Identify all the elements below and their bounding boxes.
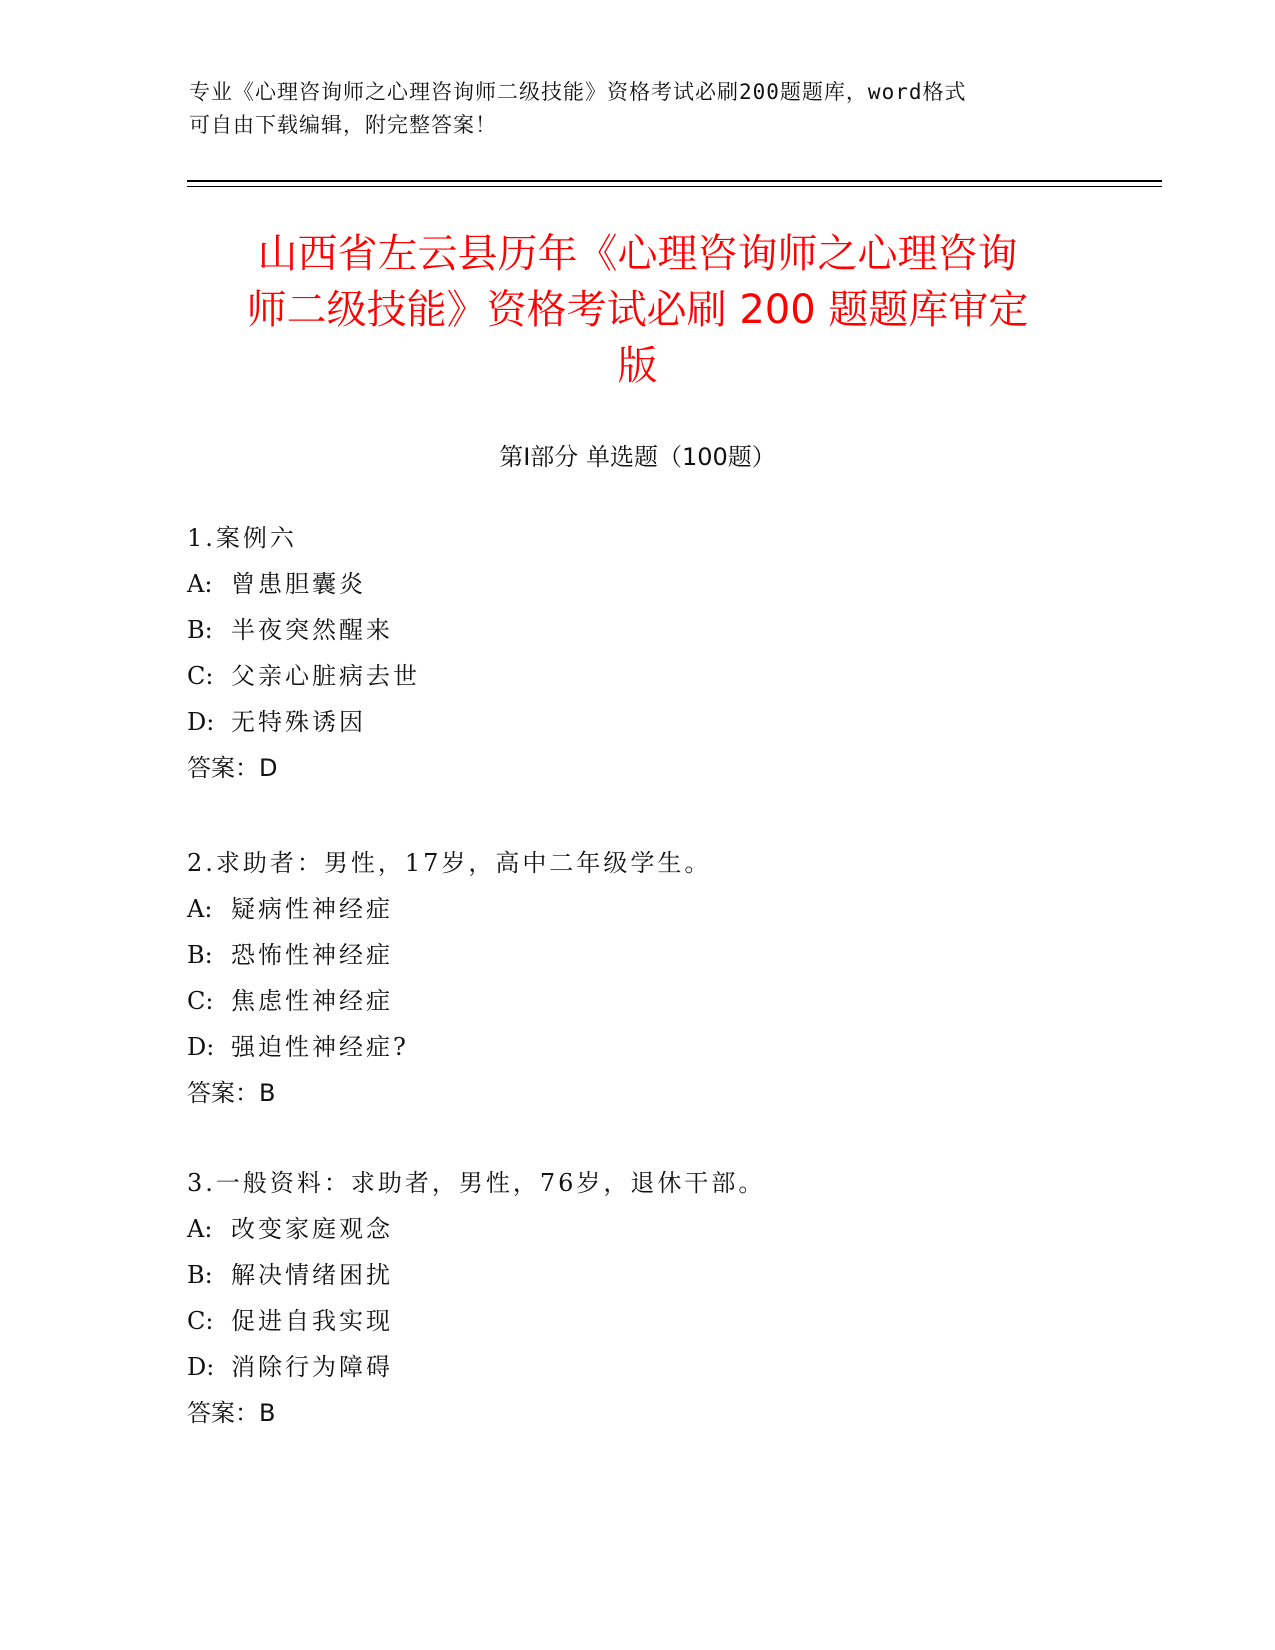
option-key: C:: [187, 1307, 214, 1335]
answer: 答案：D: [187, 754, 278, 782]
option-d: [187, 699, 1147, 745]
option-key: D:: [187, 1353, 215, 1381]
option-c: [187, 1298, 1147, 1344]
title-line-2: 师二级技能》资格考试必刷 200 题题库审定: [246, 287, 1029, 333]
option-c: [187, 653, 1147, 699]
option-d: [187, 1344, 1147, 1390]
header-note: [189, 76, 1069, 142]
header-divider-thick: [187, 180, 1162, 182]
option-key: B:: [187, 616, 213, 644]
document-title: [170, 226, 1105, 394]
question-stem: 2.求助者：男性，17岁，高中二年级学生。: [187, 849, 712, 877]
option-text: 半夜突然醒来: [231, 616, 393, 644]
question-1: [187, 515, 1147, 791]
option-key: C:: [187, 662, 214, 690]
option-d: [187, 1024, 1147, 1070]
option-c: [187, 978, 1147, 1024]
option-text: 促进自我实现: [231, 1307, 393, 1335]
header-note-line-1: 专业《心理咨询师之心理咨询师二级技能》资格考试必刷200题题库，word格式: [189, 80, 967, 104]
option-text: 解决情绪困扰: [231, 1261, 393, 1289]
option-key: A:: [187, 895, 213, 923]
option-key: B:: [187, 1261, 213, 1289]
option-b: [187, 932, 1147, 978]
header-divider-thin: [187, 186, 1162, 187]
option-text: 父亲心脏病去世: [231, 662, 420, 690]
option-text: 强迫性神经症?: [231, 1033, 409, 1061]
question-stem: 1.案例六: [187, 524, 297, 552]
section-heading: 第Ⅰ部分 单选题（100题）: [499, 443, 776, 471]
option-a: [187, 561, 1147, 607]
option-text: 疑病性神经症: [231, 895, 393, 923]
answer: 答案：B: [187, 1079, 276, 1107]
question-2: [187, 840, 1147, 1116]
option-a: [187, 886, 1147, 932]
option-key: B:: [187, 941, 213, 969]
question-3: [187, 1160, 1147, 1436]
option-key: D:: [187, 1033, 215, 1061]
option-key: C:: [187, 987, 214, 1015]
option-key: A:: [187, 570, 213, 598]
option-a: [187, 1206, 1147, 1252]
option-key: D:: [187, 708, 215, 736]
option-b: [187, 607, 1147, 653]
title-line-3: 版: [617, 343, 658, 389]
option-text: 消除行为障碍: [231, 1353, 393, 1381]
option-text: 曾患胆囊炎: [231, 570, 366, 598]
answer: 答案：B: [187, 1399, 276, 1427]
option-text: 恐怖性神经症: [231, 941, 393, 969]
title-line-1: 山西省左云县历年《心理咨询师之心理咨询: [257, 231, 1018, 277]
question-stem: 3.一般资料：求助者，男性，76岁，退休干部。: [187, 1169, 766, 1197]
option-text: 无特殊诱因: [231, 708, 366, 736]
option-b: [187, 1252, 1147, 1298]
header-note-line-2: 可自由下载编辑，附完整答案！: [189, 113, 497, 137]
option-text: 焦虑性神经症: [231, 987, 393, 1015]
option-text: 改变家庭观念: [231, 1215, 393, 1243]
option-key: A:: [187, 1215, 213, 1243]
